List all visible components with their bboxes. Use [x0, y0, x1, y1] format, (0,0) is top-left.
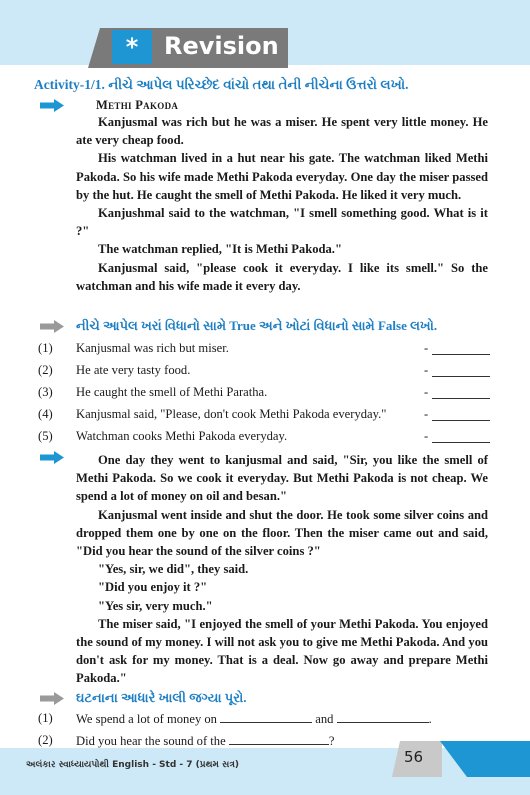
- arrow-right-icon: [40, 451, 64, 464]
- true-false-heading: નીચે આપેલ ખરાં વિધાનો સામે True અને ખોટાં વિધાનો સામે False લખો.: [76, 318, 438, 333]
- item-text: and: [315, 712, 334, 726]
- story-paragraph: Kanjusmal went inside and shut the door. He took some silver coins and dropped them one by one on the floor. Then the miser came out and said, "Did you hear the sound of the silver coins ?": [76, 507, 488, 559]
- item-text: Did you hear the sound of the: [76, 734, 226, 748]
- item-statement: Watchman cooks Methi Pakoda everyday.: [76, 429, 288, 443]
- item-number: (1): [38, 341, 53, 355]
- item-number: (4): [38, 407, 53, 421]
- story-title: Methi Pakoda: [96, 98, 179, 112]
- story-paragraph: "Yes, sir, we did", they said.: [98, 562, 249, 577]
- answer-blank[interactable]: [337, 711, 429, 723]
- item-statement: Kanjusmal said, "Please, don't cook Methi Pakoda everyday.": [76, 407, 387, 421]
- footer-book-title: અલંકાર સ્વાધ્યાયપોથી English - Std - 7 (પ્રથમ સત્ર): [26, 760, 239, 770]
- story-paragraph: "Did you enjoy it ?": [98, 580, 208, 595]
- true-false-item: [38, 407, 490, 429]
- story-paragraph: The watchman replied, "It is Methi Pakoda.": [98, 242, 342, 257]
- asterisk-icon: *: [112, 30, 152, 64]
- item-statement: He caught the smell of Methi Paratha.: [76, 385, 268, 399]
- true-false-item: [38, 363, 490, 385]
- answer-blank[interactable]: [220, 711, 312, 723]
- item-number: (2): [38, 363, 53, 377]
- true-false-item: [38, 385, 490, 407]
- story-paragraph: Kanjusmal was rich but he was a miser. He spent very little money. He ate very cheap food.: [76, 115, 488, 148]
- story-paragraph: "Yes sir, very much.": [98, 598, 213, 613]
- story-paragraph: Kanjushmal said to the watchman, "I smell something good. What is it ?": [76, 206, 488, 239]
- page-title: Revision: [164, 32, 279, 60]
- item-statement: He ate very tasty food.: [76, 363, 191, 377]
- item-number: (1): [38, 711, 53, 725]
- item-number: (3): [38, 385, 53, 399]
- true-false-item: [38, 429, 490, 451]
- arrow-right-icon: [40, 320, 64, 333]
- story-paragraph: The miser said, "I enjoyed the smell of your Methi Pakoda. You enjoyed the sound of my money. I will not ask you to give me Methi Pakoda. And you don't ask for my money. That is a deal. Now go away and prepare Methi Pakoda.": [76, 616, 488, 686]
- item-number: (5): [38, 429, 53, 443]
- answer-blank[interactable]: [229, 733, 329, 745]
- story-passage-continued: [76, 451, 488, 688]
- arrow-right-icon: [40, 99, 64, 112]
- item-text: .: [428, 712, 432, 726]
- activity-label: Activity-1/1. નીચે આપેલ પરિચ્છેદ વાંચો તથા તેની નીચેના ઉત્તરો લખો.: [34, 77, 409, 92]
- story-paragraph: One day they went to kanjusmal and said, "Sir, you like the smell of Methi Pakoda. So we cook it everyday. But Methi Pakoda is not cheap. We spend a lot of money on oil and besan.": [76, 453, 488, 504]
- story-passage: [76, 113, 488, 295]
- item-statement: Kanjusmal was rich but miser.: [76, 341, 229, 355]
- story-paragraph: His watchman lived in a hut near his gate. The watchman liked Methi Pakoda. So his wife made Methi Pakoda everyday. One day the miser passed by the hut. He caught the smell of Methi Pakoda. He liked it very much.: [76, 151, 488, 202]
- page-number: 56: [404, 748, 424, 766]
- fill-blanks-heading: ઘટનાના આધારે ખાલી જગ્યા પૂરો.: [76, 690, 247, 705]
- footer-band: [0, 748, 530, 795]
- item-number: (2): [38, 733, 53, 747]
- item-text: We spend a lot of money on: [76, 712, 217, 726]
- arrow-right-icon: [40, 692, 64, 705]
- story-paragraph: Kanjusmal said, "please cook it everyday. I like its smell." So the watchman and his wife made it every day.: [76, 260, 488, 293]
- true-false-item: [38, 341, 490, 363]
- item-text: ?: [328, 734, 335, 748]
